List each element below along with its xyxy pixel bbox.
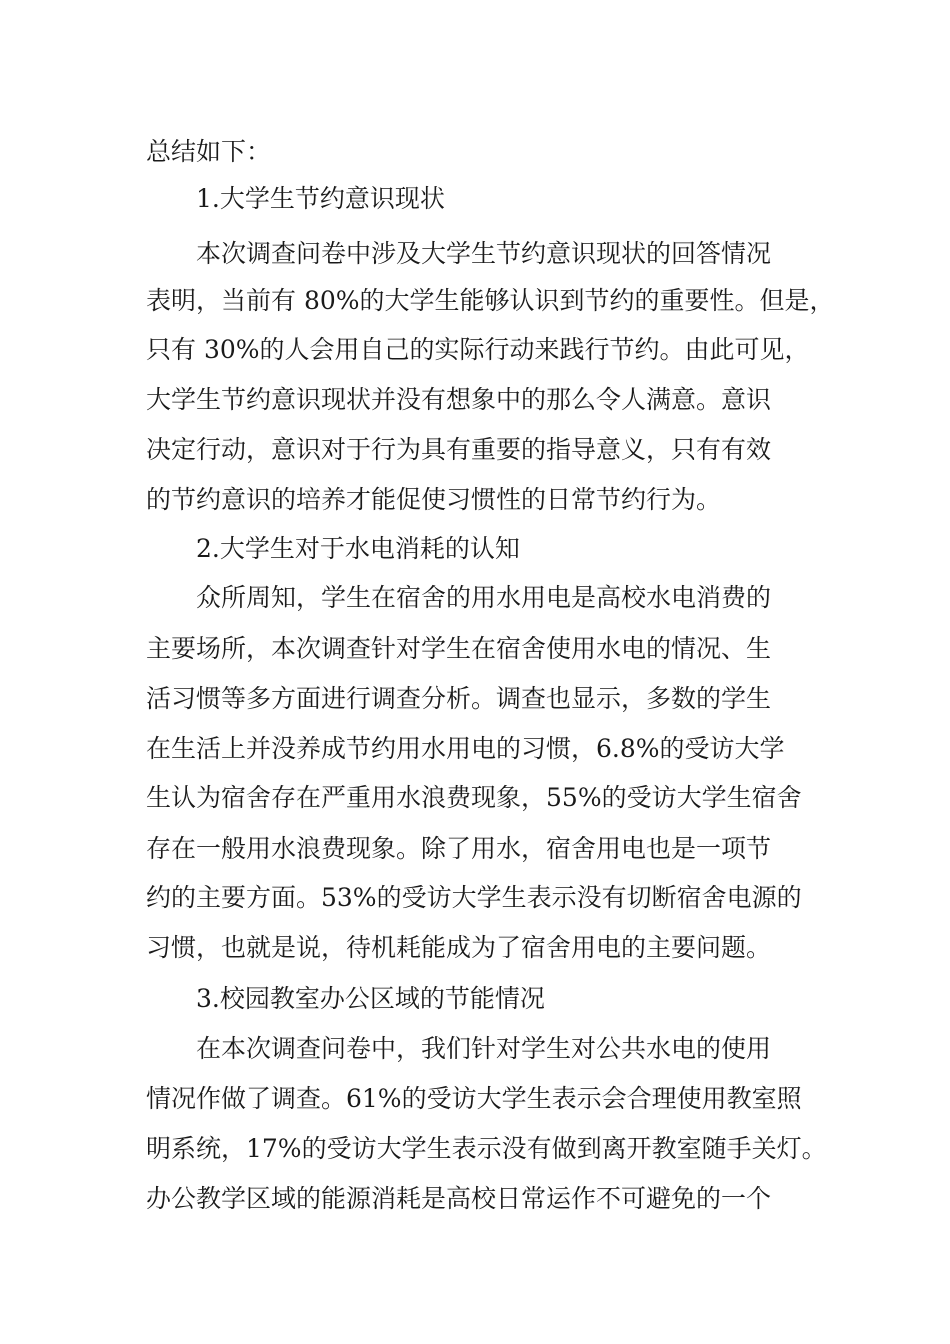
text-line: 在生活上并没养成节约用水用电的习惯，6.8%的受访大学 (146, 734, 785, 763)
text-line: 情况作做了调查。61%的受访大学生表示会合理使用教室照 (146, 1084, 802, 1113)
text-line: 在本次调查问卷中，我们针对学生对公共水电的使用 (196, 1034, 772, 1063)
text-line: 众所周知，学生在宿舍的用水用电是高校水电消费的 (196, 583, 772, 612)
text-line: 决定行动，意识对于行为具有重要的指导意义，只有有效 (146, 435, 772, 464)
text-line: 约的主要方面。53%的受访大学生表示没有切断宿舍电源的 (146, 883, 802, 912)
text-line: 办公教学区域的能源消耗是高校日常运作不可避免的一个 (146, 1184, 772, 1213)
text-line: 明系统，17%的受访大学生表示没有做到离开教室随手关灯。 (146, 1134, 827, 1163)
text-line: 表明，当前有 80%的大学生能够认识到节约的重要性。但是， (146, 286, 835, 315)
text-line: 本次调查问卷中涉及大学生节约意识现状的回答情况 (196, 239, 772, 268)
section-heading: 1.大学生节约意识现状 (196, 184, 445, 213)
section-heading: 3.校园教室办公区域的节能情况 (196, 984, 545, 1013)
text-line: 生认为宿舍存在严重用水浪费现象，55%的受访大学生宿舍 (146, 783, 802, 812)
text-line: 的节约意识的培养才能促使习惯性的日常节约行为。 (146, 485, 722, 514)
text-line: 活习惯等多方面进行调查分析。调查也显示，多数的学生 (146, 684, 772, 713)
text-line: 大学生节约意识现状并没有想象中的那么令人满意。意识 (146, 385, 772, 414)
text-line: 习惯，也就是说，待机耗能成为了宿舍用电的主要问题。 (146, 933, 772, 962)
section-heading: 2.大学生对于水电消耗的认知 (196, 534, 520, 563)
text-line: 主要场所，本次调查针对学生在宿舍使用水电的情况、生 (146, 634, 772, 663)
text-line: 总结如下： (146, 137, 272, 166)
text-line: 存在一般用水浪费现象。除了用水，宿舍用电也是一项节 (146, 834, 772, 863)
text-line: 只有 30%的人会用自己的实际行动来践行节约。由此可见， (146, 335, 810, 364)
